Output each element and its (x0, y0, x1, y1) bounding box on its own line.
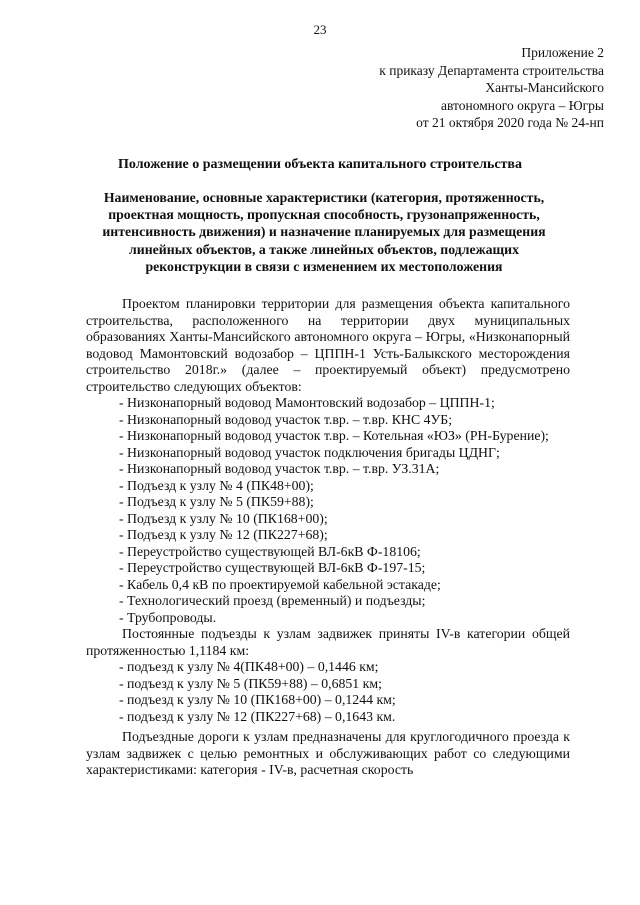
appendix-line: к приказу Департамента строительства (379, 62, 604, 78)
object-list-item: - Кабель 0,4 кВ по проектируемой кабельной эстакаде; (119, 576, 441, 592)
appendix-line: автономного округа – Югры (441, 97, 604, 113)
document-subtitle: Наименование, основные характеристики (категория, протяженность, проектная мощность, пропускная способность, грузонапряженность, интенсивность движения) и назначение планируемых для размещения линейных объектов, а также линейных объектов, подлежащих реконструкции в связи с изменением их местоположения (102, 190, 546, 274)
object-list-item: - Низконапорный водовод участок т.вр. – т.вр. УЗ.31А; (119, 461, 440, 476)
appendix-line: Ханты-Мансийского (485, 80, 604, 95)
object-list-item: - Низконапорный водовод Мамонтовский водозабор – ЦППН-1; (119, 395, 495, 410)
appendix-line: Приложение 2 (521, 45, 604, 60)
roads-paragraph: Постоянные подъезды к узлам задвижек приняты IV-в категории общей протяженностью 1,1184 км: (86, 626, 570, 658)
road-list-item: - подъезд к узлу № 5 (ПК59+88) – 0,6851 км; (119, 675, 382, 691)
object-list-item: - Технологический проезд (временный) и подъезды; (119, 593, 426, 608)
road-list-item: - подъезд к узлу № 10 (ПК168+00) – 0,1244 км; (119, 692, 396, 707)
object-list-item: - Низконапорный водовод участок т.вр. – т.вр. КНС 4УБ; (119, 411, 453, 427)
object-list-item: - Низконапорный водовод участок подключения бригады ЦДНГ; (119, 444, 500, 460)
document-title: Положение о размещении объекта капитального строительства (118, 157, 522, 172)
intro-paragraph: Проектом планировки территории для размещения объекта капитального строительства, расположенного на территории двух муниципальных образованиях Ханты-Мансийского автономного округа – Югры, «Низконапорный водовод Мамонтовский водозабор – ЦППН-1 Усть-Балыкского месторождения строительство 2018г.» (далее – проектируемый объект) предусмотрено строительство следующих объектов: (86, 296, 570, 394)
appendix-line: от 21 октября 2020 года № 24-нп (416, 115, 604, 130)
object-list-item: - Переустройство существующей ВЛ-6кВ Ф-18106; (119, 543, 421, 559)
object-list-item: - Подъезд к узлу № 12 (ПК227+68); (119, 527, 328, 542)
object-list-item: - Низконапорный водовод участок т.вр. – Котельная «ЮЗ» (РН-Бурение); (119, 428, 549, 443)
document-body (86, 296, 570, 779)
object-list-item: - Подъезд к узлу № 4 (ПК48+00); (119, 477, 314, 493)
appendix-header (379, 44, 604, 132)
closing-paragraph: Подъездные дороги к узлам предназначены для круглогодичного проезда к узлам задвижек с целью ремонтных и обслуживающих работ со следующими характеристиками: категория - IV-в, расчетная скорость (86, 729, 570, 777)
road-list-item: - подъезд к узлу № 12 (ПК227+68) – 0,1643 км. (119, 708, 396, 724)
object-list-item: - Подъезд к узлу № 10 (ПК168+00); (119, 510, 328, 526)
object-list-item: - Трубопроводы. (119, 609, 217, 625)
road-list-item: - подъезд к узлу № 4(ПК48+00) – 0,1446 км; (119, 659, 379, 674)
object-list-item: - Подъезд к узлу № 5 (ПК59+88); (119, 494, 314, 509)
page-number: 23 (313, 22, 327, 37)
object-list-item: - Переустройство существующей ВЛ-6кВ Ф-197-15; (119, 560, 426, 575)
